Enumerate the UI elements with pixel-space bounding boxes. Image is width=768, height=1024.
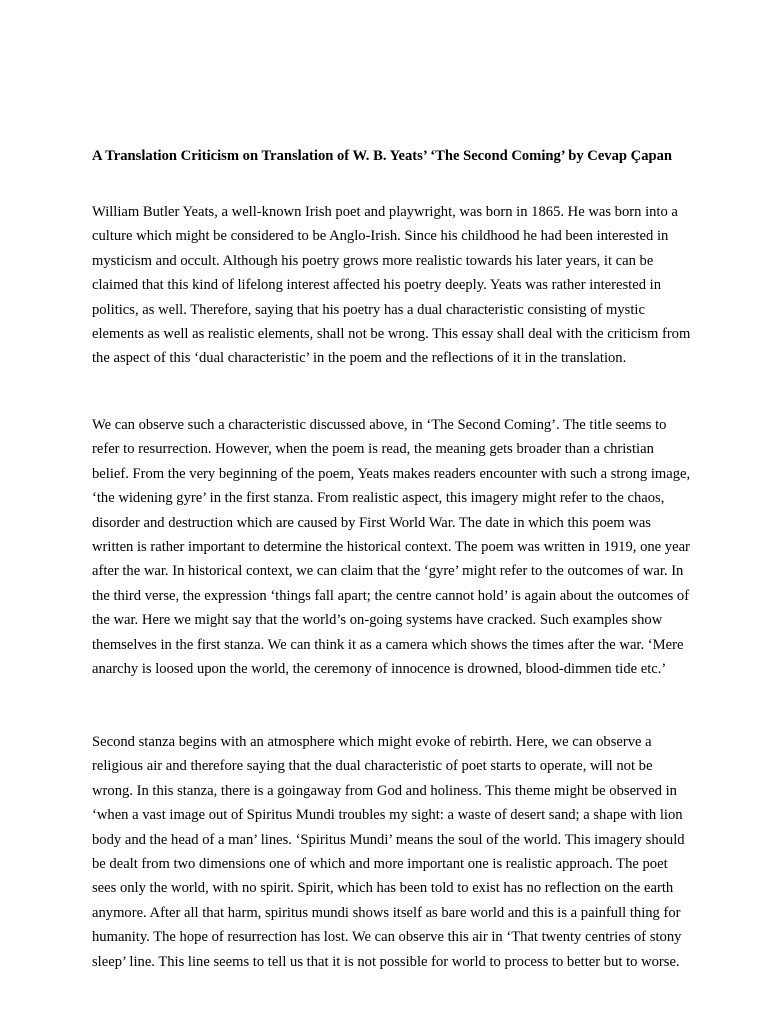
text-line: body and the head of a man’ lines. ‘Spiritus Mundi’ means the soul of the world. This imagery should xyxy=(92,831,685,848)
text-line: belief. From the very beginning of the poem, Yeats makes readers encounter with such a strong image, xyxy=(92,465,691,482)
text-line: We can observe such a characteristic discussed above, in ‘The Second Coming’. The title seems to xyxy=(92,417,667,433)
text-line: the war. Here we might say that the world’s on-going systems have cracked. Such examples show xyxy=(92,612,663,629)
text-line: William Butler Yeats, a well-known Irish poet and playwright, was born in 1865. He was born into a xyxy=(92,204,678,220)
text-line: anymore. After all that harm, spiritus mundi shows itself as bare world and this is a painfull thing for xyxy=(92,904,681,921)
paragraph-intro xyxy=(92,200,692,371)
text-line: disorder and destruction which are caused by First World War. The date in which this poem was xyxy=(92,514,651,531)
text-line: sleep’ line. This line seems to tell us that it is not possible for world to process to better but to worse. xyxy=(92,953,680,970)
text-line: humanity. The hope of resurrection has lost. We can observe this air in ‘That twenty centries of stony xyxy=(92,929,682,946)
text-line: culture which might be considered to be Anglo-Irish. Since his childhood he had been interested in xyxy=(92,228,669,245)
text-line: themselves in the first stanza. We can think it as a camera which shows the times after the war. ‘Mere xyxy=(92,636,684,653)
text-line: elements as well as realistic elements, shall not be wrong. This essay shall deal with the criticism from xyxy=(92,326,691,343)
text-line: mysticism and occult. Although his poetry grows more realistic towards his later years, it can be xyxy=(92,252,654,269)
text-line: written is rather important to determine the historical context. The poem was written in 1919, one year xyxy=(92,539,690,556)
text-line: refer to resurrection. However, when the poem is read, the meaning gets broader than a christian xyxy=(92,441,654,458)
text-line: religious air and therefore saying that the dual characteristic of poet starts to operate, will not be xyxy=(92,758,653,775)
text-line: ‘when a vast image out of Spiritus Mundi troubles my sight: a waste of desert sand; a shape with lion xyxy=(92,807,683,824)
text-line: ‘the widening gyre’ in the first stanza. From realistic aspect, this imagery might refer to the chaos, xyxy=(92,490,665,507)
text-line: Second stanza begins with an atmosphere which might evoke of rebirth. Here, we can observe a xyxy=(92,734,652,750)
paragraph-first-stanza xyxy=(92,413,692,681)
text-line: wrong. In this stanza, there is a goingaway from God and holiness. This theme might be observed in xyxy=(92,782,677,799)
text-line: the aspect of this ‘dual characteristic’ in the poem and the reflections of it in the translation. xyxy=(92,350,627,367)
document-title: A Translation Criticism on Translation of W. B. Yeats’ ‘The Second Coming’ by Cevap Çapan xyxy=(92,148,673,164)
paragraph-second-stanza xyxy=(92,730,692,974)
text-line: be dealt from two dimensions one of which and more important one is realistic approach. The poet xyxy=(92,856,668,873)
text-line: claimed that this kind of lifelong interest affected his poetry deeply. Yeats was rather interested in xyxy=(92,277,661,294)
text-line: after the war. In historical context, we can claim that the ‘gyre’ might refer to the outcomes of war. In xyxy=(92,563,684,580)
text-line: the third verse, the expression ‘things fall apart; the centre cannot hold’ is again about the outcomes of xyxy=(92,587,690,604)
text-line: sees only the world, with no spirit. Spirit, which has been told to exist has no reflection on the earth xyxy=(92,880,674,897)
text-line: anarchy is loosed upon the world, the ceremony of innocence is drowned, blood-dimmen tide etc.’ xyxy=(92,661,667,678)
text-line: politics, as well. Therefore, saying that his poetry has a dual characteristic consisting of mystic xyxy=(92,301,645,318)
